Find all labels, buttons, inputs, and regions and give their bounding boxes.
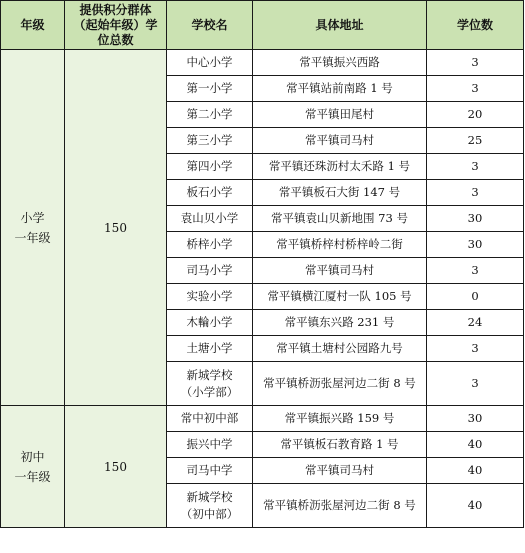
school-address: 常平镇横江厦村一队 105 号: [253, 284, 427, 310]
header-school: 学校名: [167, 1, 253, 50]
grade-cell-primary: 小学 一年级: [1, 50, 65, 406]
school-name: 袁山贝小学: [167, 206, 253, 232]
school-name: 司马小学: [167, 258, 253, 284]
school-name: 新城学校 （小学部）: [167, 362, 253, 406]
table-row: [1, 406, 524, 432]
school-address: 常平镇司马村: [253, 128, 427, 154]
table-row: [1, 50, 524, 76]
school-address: 常平镇振兴西路: [253, 50, 427, 76]
school-address: 常平镇司马村: [253, 458, 427, 484]
school-address: 常平镇板石大街 147 号: [253, 180, 427, 206]
seat-count: 30: [427, 206, 524, 232]
seat-count: 3: [427, 50, 524, 76]
school-name: 第四小学: [167, 154, 253, 180]
seat-count: 30: [427, 406, 524, 432]
quota-cell-junior: 150: [65, 406, 167, 528]
seat-count: 3: [427, 258, 524, 284]
school-address: 常平镇司马村: [253, 258, 427, 284]
seat-count: 30: [427, 232, 524, 258]
school-name: 常中初中部: [167, 406, 253, 432]
school-address: 常平镇还珠沥村太禾路 1 号: [253, 154, 427, 180]
school-address: 常平镇桥沥张屋河边二街 8 号: [253, 484, 427, 528]
seat-count: 3: [427, 336, 524, 362]
seat-count: 3: [427, 76, 524, 102]
header-quota: 提供积分群体 （起始年级）学 位总数: [65, 1, 167, 50]
seat-count: 40: [427, 432, 524, 458]
seat-count: 3: [427, 362, 524, 406]
school-address: 常平镇田尾村: [253, 102, 427, 128]
header-address: 具体地址: [253, 1, 427, 50]
seat-count: 20: [427, 102, 524, 128]
school-address: 常平镇站前南路 1 号: [253, 76, 427, 102]
school-name: 新城学校 （初中部）: [167, 484, 253, 528]
school-address: 常平镇东兴路 231 号: [253, 310, 427, 336]
school-name: 桥梓小学: [167, 232, 253, 258]
school-address: 常平镇板石教育路 1 号: [253, 432, 427, 458]
school-name: 实验小学: [167, 284, 253, 310]
school-address: 常平镇桥梓村桥梓岭二街: [253, 232, 427, 258]
seat-count: 40: [427, 484, 524, 528]
school-address: 常平镇袁山贝新地围 73 号: [253, 206, 427, 232]
seat-count: 24: [427, 310, 524, 336]
school-name: 木輪小学: [167, 310, 253, 336]
seat-count: 3: [427, 154, 524, 180]
seat-count: 0: [427, 284, 524, 310]
header-grade: 年级: [1, 1, 65, 50]
header-seats: 学位数: [427, 1, 524, 50]
seat-count: 40: [427, 458, 524, 484]
school-address: 常平镇土塘村公园路九号: [253, 336, 427, 362]
seat-count: 3: [427, 180, 524, 206]
seat-count: 25: [427, 128, 524, 154]
school-address: 常平镇振兴路 159 号: [253, 406, 427, 432]
school-name: 中心小学: [167, 50, 253, 76]
school-name: 第一小学: [167, 76, 253, 102]
school-name: 振兴中学: [167, 432, 253, 458]
school-name: 司马中学: [167, 458, 253, 484]
school-name: 土塘小学: [167, 336, 253, 362]
table-header-row: [1, 1, 524, 50]
grade-cell-junior: 初中 一年级: [1, 406, 65, 528]
school-name: 第二小学: [167, 102, 253, 128]
school-name: 第三小学: [167, 128, 253, 154]
quota-cell-primary: 150: [65, 50, 167, 406]
school-name: 板石小学: [167, 180, 253, 206]
school-address: 常平镇桥沥张屋河边二街 8 号: [253, 362, 427, 406]
